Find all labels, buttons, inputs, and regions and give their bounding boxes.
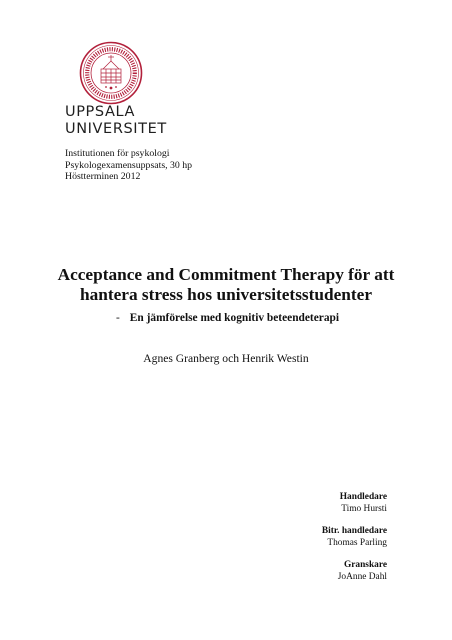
examiner-role: Granskare (343, 560, 387, 570)
subtitle-text: En jämförelse med kognitiv beteendeterapi (129, 312, 340, 324)
wordmark-line-1: UPPSALA (65, 104, 136, 120)
supervisor-role: Handledare (339, 492, 387, 502)
supervisor-name: Timo Hursti (341, 503, 387, 514)
title-line-2: hantera stress hos universitetsstudenter (79, 285, 372, 304)
title-line-1: Acceptance and Commitment Therapy för att (57, 265, 395, 284)
wordmark-line-2: UNIVERSITET (65, 121, 167, 137)
university-wordmark (65, 104, 167, 138)
supervisors-block (322, 492, 387, 594)
subtitle-dash: - (116, 312, 120, 324)
department: Institutionen för psykologi (65, 148, 170, 159)
examiner-name: JoAnne Dahl (337, 571, 387, 582)
supervisor-entry (322, 492, 387, 515)
authors: Agnes Granberg och Henrik Westin (143, 352, 309, 365)
assistant-supervisor-role: Bitr. handledare (321, 526, 387, 536)
assistant-supervisor-name: Thomas Parling (327, 537, 387, 548)
institution-block (65, 148, 192, 183)
term: Höstterminen 2012 (65, 171, 141, 182)
examiner-entry (322, 560, 387, 583)
thesis-title (0, 265, 452, 305)
thesis-type: Psykologexamensuppsats, 30 hp (65, 159, 193, 171)
assistant-supervisor-entry (322, 526, 387, 549)
university-seal-logo (79, 41, 143, 105)
thesis-subtitle (116, 312, 339, 324)
